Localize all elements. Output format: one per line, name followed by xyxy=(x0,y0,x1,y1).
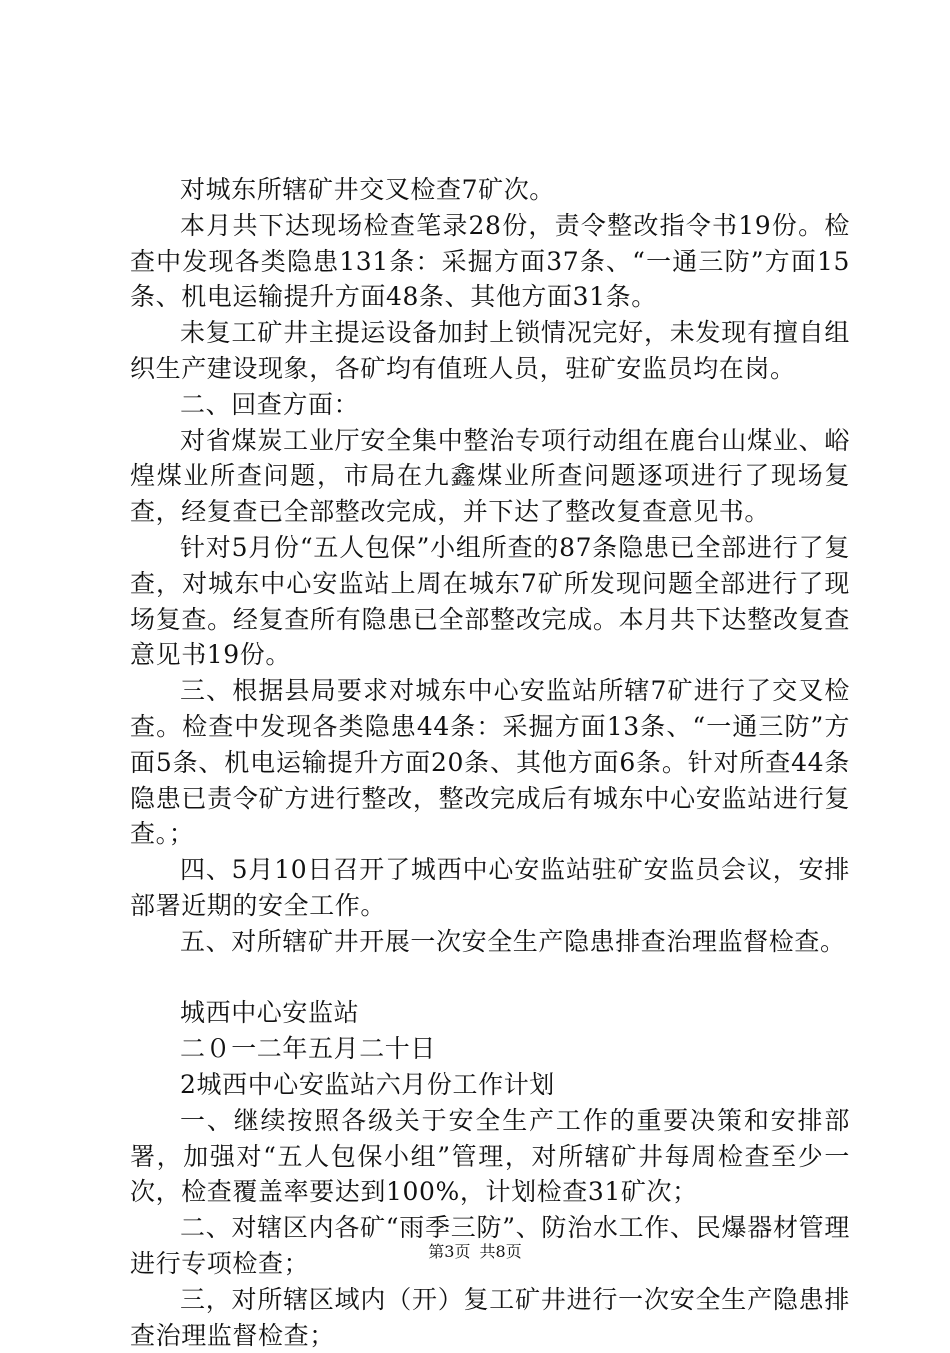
section-heading: 二、回查方面： xyxy=(180,389,360,419)
paragraph: 本月共下达现场检查笔录28份，责令整改指令书19份。检查中发现各类隐患131条：采掘方面37条、“一通三防”方面15条、机电运输提升方面48条、其他方面31条。 xyxy=(130,210,850,312)
plan-title: 2城西中心安监站六月份工作计划 xyxy=(180,1069,555,1099)
paragraph: 三、根据县局要求对城东中心安监站所辖7矿进行了交叉检查。检查中发现各类隐患44条：采掘方面13条、“一通三防”方面5条、机电运输提升方面20条、其他方面6条。针对所查44条隐患已责令矿方进行整改，整改完成后有城东中心安监站进行复查。； xyxy=(130,676,850,849)
page-footer xyxy=(0,1242,950,1262)
paragraph: 未复工矿井主提运设备加封上锁情况完好，未发现有擅自组织生产建设现象，各矿均有值班人员，驻矿安监员均在岗。 xyxy=(130,318,850,383)
signature-org: 城西中心安监站 xyxy=(180,998,360,1028)
paragraph: 五、对所辖矿井开展一次安全生产隐患排查治理监督检查。 xyxy=(180,926,846,956)
paragraph: 对城东所辖矿井交叉检查7矿次。 xyxy=(180,175,555,204)
signature-date: 二０一二年五月二十日 xyxy=(180,1034,437,1064)
plan-item: 三，对所辖区域内（开）复工矿井进行一次安全生产隐患排查治理监督检查； xyxy=(130,1284,850,1350)
plan-item: 一、继续按照各级关于安全生产工作的重要决策和安排部署，加强对“五人包保小组”管理，对所辖矿井每周检查至少一次，检查覆盖率要达到100%，计划检查31矿次； xyxy=(130,1105,850,1207)
document-body xyxy=(130,172,850,1353)
plan-item: 二、对辖区内各矿“雨季三防”、防治水工作、民爆器材管理进行专项检查； xyxy=(130,1213,850,1278)
page-number: 第3页 xyxy=(428,1242,471,1261)
page-total: 共8页 xyxy=(479,1242,522,1261)
paragraph: 四、5月10日召开了城西中心安监站驻矿安监员会议，安排部署近期的安全工作。 xyxy=(130,855,850,920)
paragraph: 针对5月份“五人包保”小组所查的87条隐患已全部进行了复查，对城东中心安监站上周在城东7矿所发现问题全部进行了现场复查。经复查所有隐患已全部整改完成。本月共下达整改复查意见书19份。 xyxy=(130,532,850,670)
paragraph: 对省煤炭工业厅安全集中整治专项行动组在鹿台山煤业、峪煌煤业所查问题，市局在九鑫煤业所查问题逐项进行了现场复查，经复查已全部整改完成，并下达了整改复查意见书。 xyxy=(130,425,850,527)
